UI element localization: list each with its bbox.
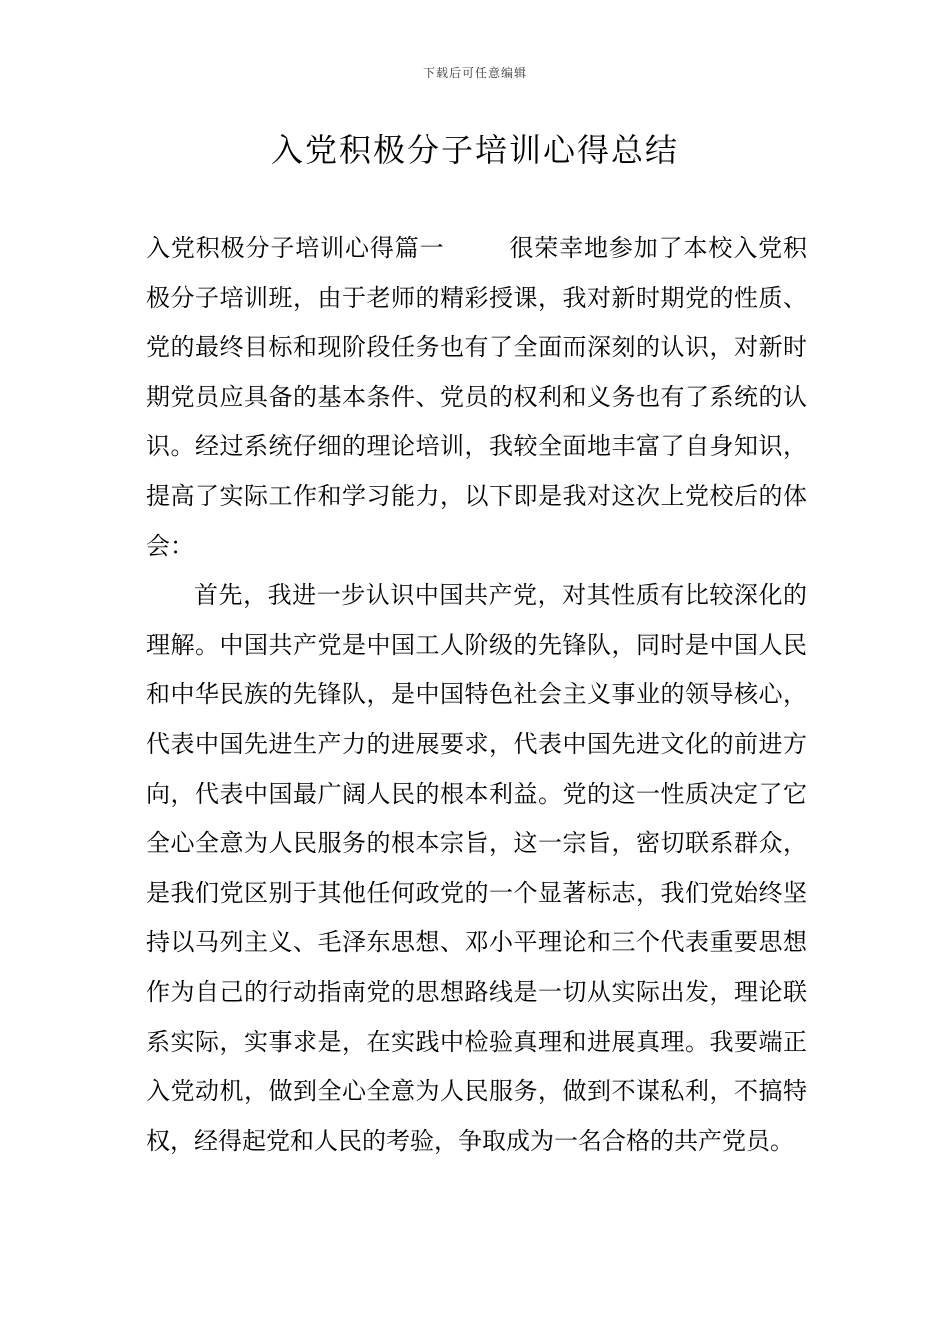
document-title: 入党积极分子培训心得总结 bbox=[270, 131, 679, 169]
document-body bbox=[146, 224, 807, 1166]
body-paragraph: 首先，我进一步认识中国共产党，对其性质有比较深化的理解。中国共产党是中国工人阶级的先锋队，同时是中国人民和中华民族的先锋队，是中国特色社会主义事业的领导核心，代表中国先进生产力的进展要求，代表中国先进文化的前进方向，代表中国最广阔人民的根本利益。党的这一性质决定了它全心全意为人民服务的根本宗旨，这一宗旨，密切联系群众，是我们党区别于其他任何政党的一个显著标志，我们党始终坚持以马列主义、毛泽东思想、邓小平理论和三个代表重要思想作为自己的行动指南党的思想路线是一切从实际出发，理论联系实际，实事求是，在实践中检验真理和进展真理。我要端正入党动机，做到全心全意为人民服务，做到不谋私利，不搞特权，经得起党和人民的考验，争取成为一名合格的共产党员。 bbox=[146, 581, 807, 1155]
intro-text: 很荣幸地参加了本校入党积极分子培训班，由于老师的精彩授课，我对新时期党的性质、党的最终目标和现阶段任务也有了全面而深刻的认识，对新时期党员应具备的基本条件、党员的权利和义务也有了系统的认识。经过系统仔细的理论培训，我较全面地丰富了自身知识，提高了实际工作和学习能力，以下即是我对这次上党校后的体会： bbox=[146, 234, 807, 560]
intro-paragraph bbox=[146, 224, 807, 571]
header-note: 下载后可任意编辑 bbox=[422, 66, 527, 80]
intro-heading: 入党积极分子培训心得篇一 bbox=[146, 234, 445, 262]
